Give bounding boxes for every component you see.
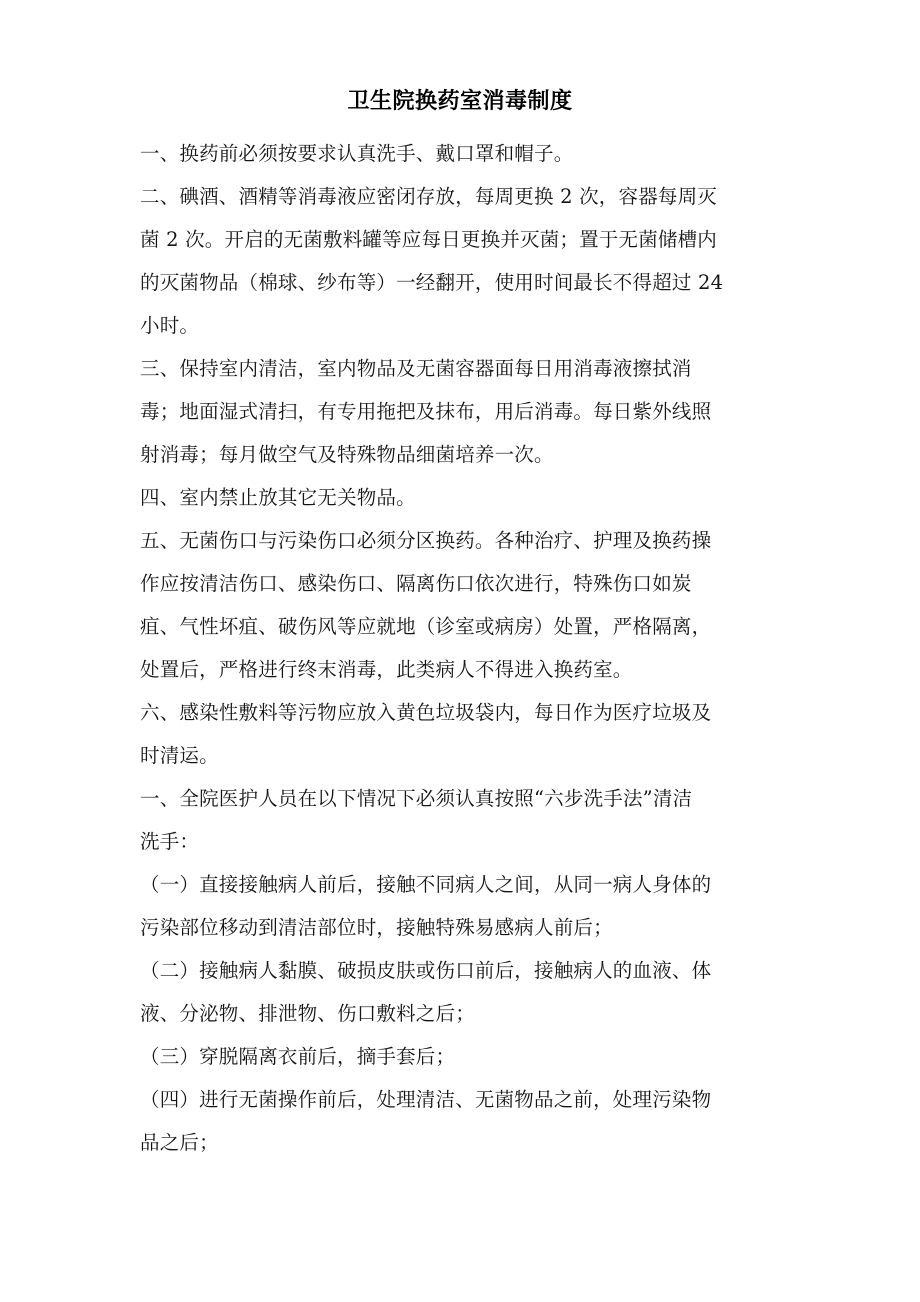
rule-2-line: 的灭菌物品（棉球、纱布等）一经翻开，使用时间最长不得超过 24 (140, 271, 724, 294)
handwash-item-1-line: （一）直接接触病人前后，接触不同病人之间，从同一病人身体的 (140, 873, 712, 896)
document-title: 卫生院换药室消毒制度 (347, 89, 573, 114)
rule-5-line: 作应按清洁伤口、感染伤口、隔离伤口依次进行，特殊伤口如炭 (140, 572, 692, 595)
handwash-item-2-line: 液、分泌物、排泄物、伤口敷料之后； (140, 1002, 475, 1025)
handwash-item-2-line: （二）接触病人黏膜、破损皮肤或伤口前后，接触病人的血液、体 (140, 959, 712, 982)
rule-3-line: 射消毒；每月做空气及特殊物品细菌培养一次。 (140, 443, 554, 466)
rule-2-line: 小时。 (140, 314, 200, 337)
rule-3-line: 三、保持室内清洁，室内物品及无菌容器面每日用消毒液擦拭消 (140, 357, 692, 380)
rule-2-line: 菌 2 次。开启的无菌敷料罐等应每日更换并灭菌；置于无菌储槽内 (140, 228, 718, 251)
document-body (140, 139, 780, 1171)
handwash-item-1-line: 污染部位移动到清洁部位时，接触特殊易感病人前后； (140, 916, 613, 939)
handwash-intro-line: 洗手： (140, 830, 200, 853)
rule-3-line: 毒；地面湿式清扫，有专用拖把及抹布，用后消毒。每日紫外线照 (140, 400, 712, 423)
rule-4-line: 四、室内禁止放其它无关物品。 (140, 486, 416, 509)
rule-2-line: 二、碘酒、酒精等消毒液应密闭存放，每周更换 2 次，容器每周灭 (140, 185, 718, 208)
handwash-intro-line: 一、全院医护人员在以下情况下必须认真按照“六步洗手法”清洁 (140, 787, 693, 810)
rule-6-line: 六、感染性敷料等污物应放入黄色垃圾袋内，每日作为医疗垃圾及 (140, 701, 712, 724)
handwash-item-3-line: （三）穿脱隔离衣前后，摘手套后； (140, 1045, 456, 1068)
rule-5-line: 五、无菌伤口与污染伤口必须分区换药。各种治疗、护理及换药操 (140, 529, 712, 552)
rule-5-line: 疽、气性坏疽、破伤风等应就地（诊室或病房）处置，严格隔离， (140, 615, 712, 638)
rule-1-line: 一、换药前必须按要求认真洗手、戴口罩和帽子。 (140, 142, 574, 165)
handwash-item-4-line: 品之后； (140, 1131, 219, 1154)
handwash-item-4-line: （四）进行无菌操作前后，处理清洁、无菌物品之前，处理污染物 (140, 1088, 712, 1111)
rule-5-line: 处置后，严格进行终末消毒，此类病人不得进入换药室。 (140, 658, 633, 681)
rule-6-line: 时清运。 (140, 744, 219, 767)
